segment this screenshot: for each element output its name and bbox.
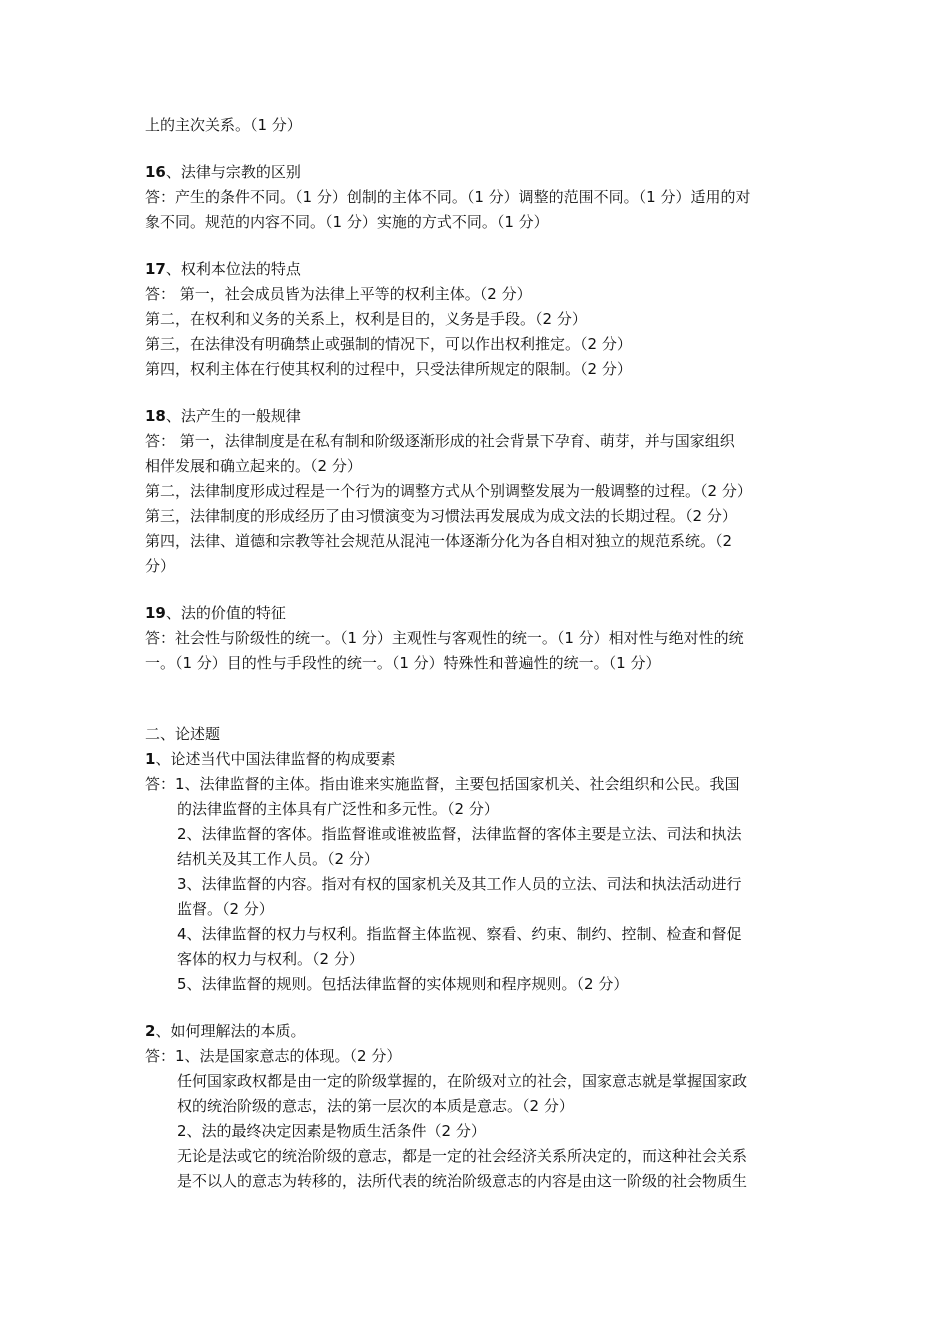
question-title: 、法律与宗教的区别: [165, 163, 301, 181]
answer-line: 一。（1 分）目的性与手段性的统一。（1 分）特殊性和普遍性的统一。（1 分）: [145, 654, 661, 672]
answer-line: 答： 第一，法律制度是在私有制和阶级逐渐形成的社会背景下孕育、萌芽，并与国家组织: [145, 432, 735, 450]
question-17-heading: [145, 257, 813, 282]
question-number: 1: [145, 750, 156, 768]
essay-2-heading: [145, 1019, 813, 1044]
answer-line: 象不同。规范的内容不同。（1 分）实施的方式不同。（1 分）: [145, 213, 549, 231]
text-line: 上的主次关系。（1 分）: [145, 116, 302, 134]
answer-line: 4、法律监督的权力与权利。指监督主体监视、察看、约束、制约、控制、检查和督促: [177, 925, 742, 943]
answer-line: 是不以人的意志为转移的，法所代表的统治阶级意志的内容是由这一阶级的社会物质生: [177, 1172, 748, 1190]
question-title: 、如何理解法的本质。: [155, 1022, 306, 1040]
answer-line: 权的统治阶级的意志，法的第一层次的本质是意志。（2 分）: [177, 1097, 574, 1115]
question-16-heading: [145, 160, 813, 185]
answer-line: 任何国家政权都是由一定的阶级掌握的，在阶级对立的社会，国家意志就是掌握国家政: [177, 1072, 748, 1090]
question-18-heading: [145, 404, 813, 429]
answer-line: 第四，法律、道德和宗教等社会规范从混沌一体逐渐分化为各自相对独立的规范系统。（2: [145, 532, 733, 550]
answer-line: 第三，法律制度的形成经历了由习惯演变为习惯法再发展成为成文法的长期过程。（2 分）: [145, 507, 737, 525]
answer-line: 2、法律监督的客体。指监督谁或谁被监督，法律监督的客体主要是立法、司法和执法: [177, 825, 742, 843]
answer-line: 答：产生的条件不同。（1 分）创制的主体不同。（1 分）调整的范围不同。（1 分）适用的对: [145, 188, 751, 206]
document-page: [145, 113, 813, 1194]
question-number: 18: [145, 407, 166, 425]
answer-line: 客体的权力与权利。（2 分）: [177, 950, 364, 968]
answer-line: 的法律监督的主体具有广泛性和多元性。（2 分）: [177, 800, 499, 818]
answer-line: 第二，法律制度形成过程是一个行为的调整方式从个别调整发展为一般调整的过程。（2 分）: [145, 482, 752, 500]
answer-line: 无论是法或它的统治阶级的意志，都是一定的社会经济关系所决定的，而这种社会关系: [177, 1147, 748, 1165]
question-title: 、论述当代中国法律监督的构成要素: [155, 750, 396, 768]
answer-line: 分）: [145, 557, 176, 575]
answer-line: 3、法律监督的内容。指对有权的国家机关及其工作人员的立法、司法和执法活动进行: [177, 875, 742, 893]
answer-line: 第四，权利主体在行使其权利的过程中，只受法律所规定的限制。（2 分）: [145, 360, 632, 378]
answer-line: 第二，在权利和义务的关系上，权利是目的，义务是手段。（2 分）: [145, 310, 587, 328]
answer-line: 相伴发展和确立起来的。（2 分）: [145, 457, 362, 475]
question-number: 2: [145, 1022, 156, 1040]
question-19-heading: [145, 601, 813, 626]
question-number: 19: [145, 604, 166, 622]
answer-line: 5、法律监督的规则。包括法律监督的实体规则和程序规则。（2 分）: [177, 975, 629, 993]
essay-1-heading: [145, 747, 813, 772]
section-heading: 二、论述题: [145, 725, 221, 743]
answer-line: 答：1、法是国家意志的体现。（2 分）: [145, 1047, 402, 1065]
answer-line: 监督。（2 分）: [177, 900, 274, 918]
answer-line: 答：社会性与阶级性的统一。（1 分）主观性与客观性的统一。（1 分）相对性与绝对性的统: [145, 629, 744, 647]
question-number: 17: [145, 260, 166, 278]
question-title: 、法产生的一般规律: [165, 407, 301, 425]
answer-line: 第三，在法律没有明确禁止或强制的情况下，可以作出权利推定。（2 分）: [145, 335, 632, 353]
answer-line: 结机关及其工作人员。（2 分）: [177, 850, 379, 868]
question-title: 、权利本位法的特点: [165, 260, 301, 278]
answer-line: 2、法的最终决定因素是物质生活条件（2 分）: [177, 1122, 486, 1140]
answer-line: 答：1、法律监督的主体。指由谁来实施监督，主要包括国家机关、社会组织和公民。我国: [145, 775, 740, 793]
question-number: 16: [145, 163, 166, 181]
question-title: 、法的价值的特征: [165, 604, 286, 622]
answer-line: 答： 第一，社会成员皆为法律上平等的权利主体。（2 分）: [145, 285, 532, 303]
